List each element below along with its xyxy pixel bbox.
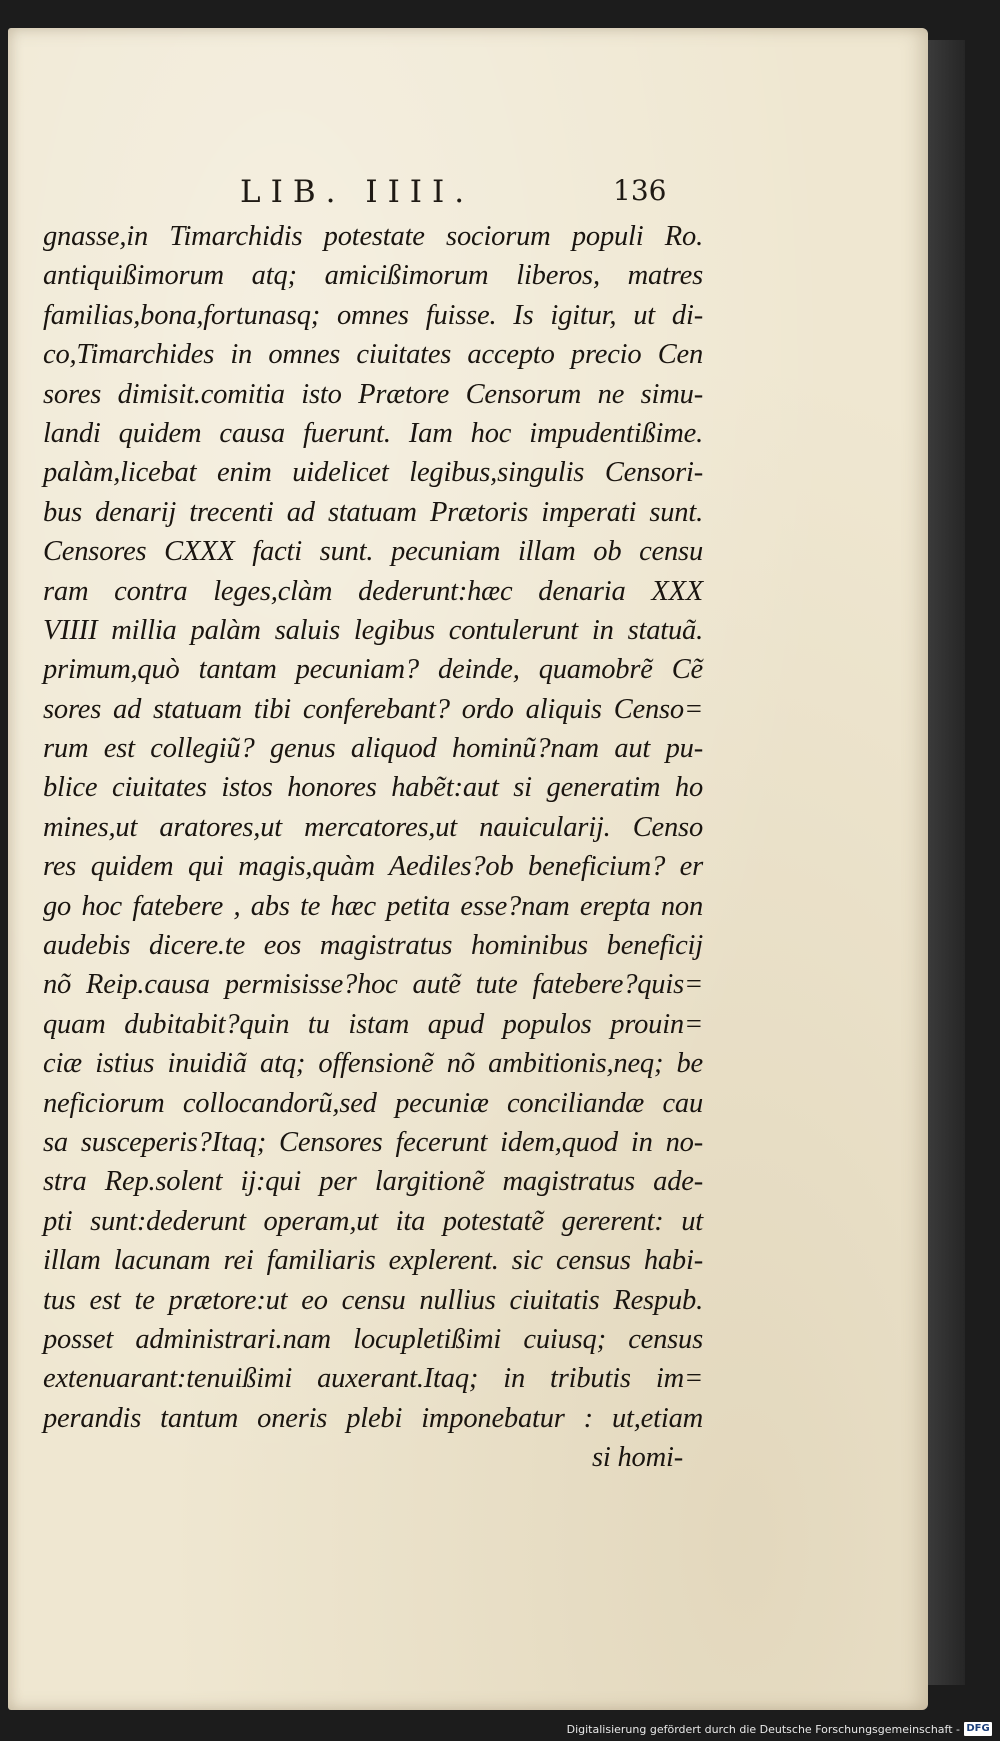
catchword: si homi- <box>591 1442 683 1474</box>
text-line: blice ciuitates istos honores habẽt:aut si generatim ho <box>43 772 703 804</box>
book-page <box>8 28 928 1710</box>
text-line: palàm,licebat enim uidelicet legibus,singulis Censori- <box>43 457 703 489</box>
text-line: familias,bona,fortunasq; omnes fuisse. Is igitur, ut di- <box>43 299 703 331</box>
text-line: Censores CXXX facti sunt. pecuniam illam ob censu <box>43 536 703 568</box>
text-line: ciæ istius inuidiã atq; offensionẽ nõ ambitionis,neq; be <box>43 1048 703 1080</box>
text-line: co,Timarchides in omnes ciuitates accepto precio Cen <box>43 339 703 371</box>
running-head-title: LIB. IIII. <box>240 174 475 210</box>
text-line: quam dubitabit?quin tu istam apud populos prouin= <box>43 1008 703 1040</box>
text-line: bus denarij trecenti ad statuam Prætoris imperati sunt. <box>43 496 703 528</box>
text-line: antiquißimorum atq; amicißimorum liberos, matres <box>43 260 703 292</box>
text-line: sores ad statuam tibi conferebant? ordo aliquis Censo= <box>43 693 703 725</box>
text-line: posset administrari.nam locupletißimi cuiusq; census <box>43 1323 703 1355</box>
text-line: extenuarant:tenuißimi auxerant.Itaq; in tributis im= <box>43 1363 703 1395</box>
text-line: go hoc fatebere , abs te hæc petita esse?nam erepta non <box>43 890 703 922</box>
text-line: gnasse,in Timarchidis potestate sociorum populi Ro. <box>43 221 703 252</box>
text-line: pti sunt:dederunt operam,ut ita potestatẽ gererent: ut <box>43 1205 703 1237</box>
text-line: mines,ut aratores,ut mercatores,ut nauicularij. Censo <box>43 811 703 843</box>
text-line: sores dimisit.comitia isto Prætore Censorum ne simu- <box>43 378 703 410</box>
funding-credit: Digitalisierung gefördert durch die Deutsche Forschungsgemeinschaft - <box>566 1723 960 1736</box>
text-line: illam lacunam rei familiaris explerent. sic census habi- <box>43 1245 703 1277</box>
footer-bar <box>0 1718 1000 1741</box>
text-line: primum,quò tantam pecuniam? deinde, quamobrẽ Cẽ <box>43 654 703 686</box>
text-line: stra Rep.solent ij:qui per largitionẽ magistratus ade- <box>43 1166 703 1198</box>
running-head <box>8 174 928 214</box>
text-block <box>43 217 703 1478</box>
text-line: perandis tantum oneris plebi imponebatur : ut,etiam <box>43 1402 703 1434</box>
text-line: rum est collegiũ? genus aliquod hominũ?nam aut pu- <box>43 733 703 765</box>
text-line: nõ Reip.causa permisisse?hoc autẽ tute fatebere?quis= <box>43 969 703 1001</box>
text-line: audebis dicere.te eos magistratus hominibus beneficij <box>43 930 703 962</box>
text-line: tus est te prætore:ut eo censu nullius ciuitatis Respub. <box>43 1284 703 1316</box>
text-line: landi quidem causa fuerunt. Iam hoc impudentißime. <box>43 417 703 449</box>
text-line: res quidem qui magis,quàm Aediles?ob beneficium? er <box>43 851 703 883</box>
text-line: sa susceperis?Itaq; Censores fecerunt idem,quod in no- <box>43 1126 703 1158</box>
text-line: ram contra leges,clàm dederunt:hæc denaria XXX <box>43 575 703 607</box>
text-line: VIIII millia palàm saluis legibus contulerunt in statuã. <box>43 614 703 646</box>
page-number: 136 <box>613 174 667 207</box>
dfg-logo-icon: DFG <box>964 1722 992 1736</box>
text-line: neficiorum collocandorũ,sed pecuniæ conciliandæ cau <box>43 1087 703 1119</box>
